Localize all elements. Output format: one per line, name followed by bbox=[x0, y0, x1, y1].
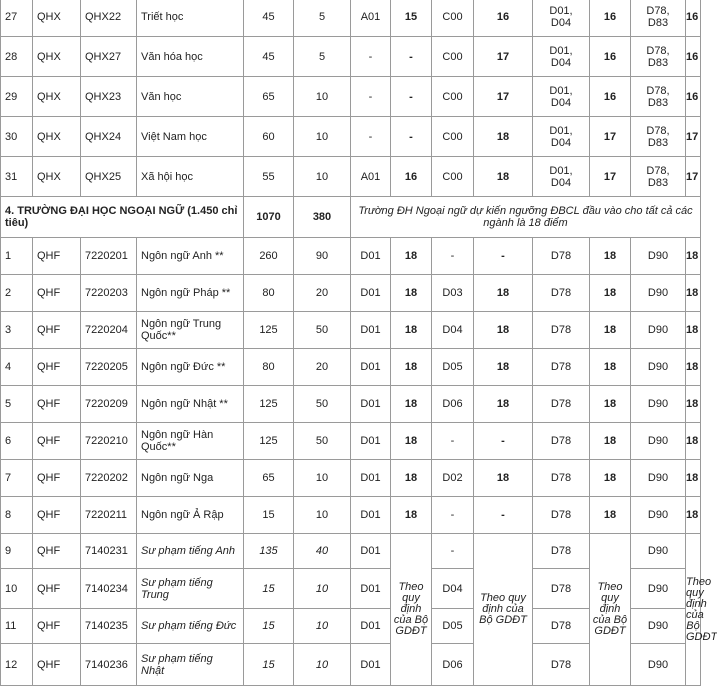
cell-stt: 31 bbox=[1, 157, 33, 197]
cell-combo-1: D01 bbox=[351, 275, 391, 312]
cell-major: Việt Nam học bbox=[137, 117, 244, 157]
cell-quota-2: 10 bbox=[294, 77, 351, 117]
table-row bbox=[1, 0, 701, 37]
cell-combo-3: D78 bbox=[533, 423, 590, 460]
cell-combo-3: D01, D04 bbox=[533, 77, 590, 117]
cell-score-3: 18 bbox=[590, 312, 631, 349]
cell-combo-2: C00 bbox=[432, 157, 474, 197]
cell-score-1: 18 bbox=[391, 238, 432, 275]
cell-combo-3: D01, D04 bbox=[533, 37, 590, 77]
cell-quota-2: 10 bbox=[294, 609, 351, 644]
cell-major: Ngôn ngữ Hàn Quốc** bbox=[137, 423, 244, 460]
cell-score-1: 18 bbox=[391, 497, 432, 534]
cell-score-4: 18 bbox=[686, 386, 701, 423]
cell-combo-4: D78, D83 bbox=[631, 117, 686, 157]
cell-stt: 30 bbox=[1, 117, 33, 157]
cell-combo-4: D90 bbox=[631, 569, 686, 609]
cell-score-1: 18 bbox=[391, 386, 432, 423]
cell-quota-1: 80 bbox=[244, 349, 294, 386]
cell-code: 7220205 bbox=[81, 349, 137, 386]
cell-score-3: 18 bbox=[590, 275, 631, 312]
cell-quota-1: 125 bbox=[244, 312, 294, 349]
cell-combo-3: D01, D04 bbox=[533, 117, 590, 157]
cell-code: QHX27 bbox=[81, 37, 137, 77]
cell-code: 7220202 bbox=[81, 460, 137, 497]
cell-stt: 10 bbox=[1, 569, 33, 609]
cell-school: QHF bbox=[33, 644, 81, 686]
cell-major: Ngôn ngữ Pháp ** bbox=[137, 275, 244, 312]
cell-stt: 4 bbox=[1, 349, 33, 386]
cell-combo-2: D04 bbox=[432, 569, 474, 609]
cell-code: QHX24 bbox=[81, 117, 137, 157]
cell-school: QHF bbox=[33, 275, 81, 312]
cell-major: Ngôn ngữ Trung Quốc** bbox=[137, 312, 244, 349]
cell-quota-1: 65 bbox=[244, 460, 294, 497]
cell-quota-1: 45 bbox=[244, 37, 294, 77]
cell-score-1: - bbox=[391, 77, 432, 117]
cell-quota-2: 10 bbox=[294, 460, 351, 497]
cell-quota-2: 10 bbox=[294, 644, 351, 686]
cell-combo-1: - bbox=[351, 117, 391, 157]
cell-score-2: - bbox=[474, 238, 533, 275]
cell-code: 7220210 bbox=[81, 423, 137, 460]
cell-score-2: 18 bbox=[474, 157, 533, 197]
cell-quota-2: 20 bbox=[294, 275, 351, 312]
cell-combo-1: D01 bbox=[351, 644, 391, 686]
cell-school: QHF bbox=[33, 349, 81, 386]
cell-combo-3: D01, D04 bbox=[533, 157, 590, 197]
cell-score-4: 18 bbox=[686, 238, 701, 275]
theo-cell-4: Theo quy định của Bộ GDĐT bbox=[686, 534, 701, 686]
cell-score-3: 18 bbox=[590, 423, 631, 460]
cell-stt: 9 bbox=[1, 534, 33, 569]
cell-combo-1: - bbox=[351, 37, 391, 77]
cell-combo-4: D90 bbox=[631, 460, 686, 497]
cell-code: 7220209 bbox=[81, 386, 137, 423]
table-row bbox=[1, 157, 701, 197]
cell-stt: 12 bbox=[1, 644, 33, 686]
cell-score-4: 18 bbox=[686, 349, 701, 386]
cell-combo-3: D78 bbox=[533, 644, 590, 686]
cell-school: QHX bbox=[33, 157, 81, 197]
cell-major: Sư phạm tiếng Nhật bbox=[137, 644, 244, 686]
cell-combo-1: D01 bbox=[351, 497, 391, 534]
cell-combo-1: A01 bbox=[351, 157, 391, 197]
cell-quota-1: 55 bbox=[244, 157, 294, 197]
cell-quota-2: 40 bbox=[294, 534, 351, 569]
cell-score-1: 16 bbox=[391, 157, 432, 197]
cell-score-2: 16 bbox=[474, 0, 533, 37]
cell-score-3: 16 bbox=[590, 37, 631, 77]
cell-quota-2: 90 bbox=[294, 238, 351, 275]
cell-quota-2: 50 bbox=[294, 312, 351, 349]
cell-code: 7220203 bbox=[81, 275, 137, 312]
cell-score-1: 18 bbox=[391, 312, 432, 349]
cell-quota-1: 15 bbox=[244, 497, 294, 534]
cell-score-2: 18 bbox=[474, 386, 533, 423]
cell-quota-2: 10 bbox=[294, 497, 351, 534]
cell-combo-4: D90 bbox=[631, 609, 686, 644]
cell-quota-2: 50 bbox=[294, 423, 351, 460]
cell-quota-1: 125 bbox=[244, 386, 294, 423]
cell-code: 7140236 bbox=[81, 644, 137, 686]
cell-score-3: 17 bbox=[590, 117, 631, 157]
cell-combo-1: D01 bbox=[351, 238, 391, 275]
cell-quota-1: 80 bbox=[244, 275, 294, 312]
cell-school: QHF bbox=[33, 460, 81, 497]
cell-combo-1: D01 bbox=[351, 534, 391, 569]
cell-score-4: 17 bbox=[686, 157, 701, 197]
cell-combo-4: D78, D83 bbox=[631, 0, 686, 37]
cell-school: QHF bbox=[33, 423, 81, 460]
cell-score-4: 17 bbox=[686, 117, 701, 157]
cell-school: QHF bbox=[33, 238, 81, 275]
cell-code: 7220201 bbox=[81, 238, 137, 275]
cell-stt: 29 bbox=[1, 77, 33, 117]
cell-combo-3: D78 bbox=[533, 275, 590, 312]
cell-quota-1: 45 bbox=[244, 0, 294, 37]
cell-score-1: 18 bbox=[391, 275, 432, 312]
cell-school: QHF bbox=[33, 534, 81, 569]
cell-combo-2: - bbox=[432, 423, 474, 460]
table-body bbox=[1, 0, 717, 686]
cell-score-3: 18 bbox=[590, 497, 631, 534]
cell-combo-4: D90 bbox=[631, 386, 686, 423]
cell-combo-3: D78 bbox=[533, 460, 590, 497]
cell-score-4: 18 bbox=[686, 423, 701, 460]
cell-school: QHF bbox=[33, 312, 81, 349]
cell-combo-4: D90 bbox=[631, 238, 686, 275]
cell-score-3: 18 bbox=[590, 386, 631, 423]
cell-score-2: 18 bbox=[474, 349, 533, 386]
cell-major: Triết học bbox=[137, 0, 244, 37]
cell-stt: 3 bbox=[1, 312, 33, 349]
cell-school: QHF bbox=[33, 609, 81, 644]
cell-major: Ngôn ngữ Nhật ** bbox=[137, 386, 244, 423]
cell-combo-2: D05 bbox=[432, 609, 474, 644]
cell-stt: 2 bbox=[1, 275, 33, 312]
cell-combo-2: - bbox=[432, 497, 474, 534]
cell-combo-3: D78 bbox=[533, 349, 590, 386]
cell-score-4: 16 bbox=[686, 77, 701, 117]
cell-score-4: 18 bbox=[686, 497, 701, 534]
cell-school: QHX bbox=[33, 37, 81, 77]
cell-score-2: 18 bbox=[474, 460, 533, 497]
section-quota-1: 1070 bbox=[244, 197, 294, 238]
cell-combo-2: D04 bbox=[432, 312, 474, 349]
table-row bbox=[1, 534, 701, 569]
cell-code: 7140231 bbox=[81, 534, 137, 569]
table-row bbox=[1, 238, 701, 275]
cell-combo-4: D90 bbox=[631, 644, 686, 686]
cell-combo-1: D01 bbox=[351, 349, 391, 386]
cell-combo-2: C00 bbox=[432, 37, 474, 77]
cell-code: 7140235 bbox=[81, 609, 137, 644]
cell-combo-2: D06 bbox=[432, 386, 474, 423]
table-row bbox=[1, 77, 701, 117]
cell-quota-2: 10 bbox=[294, 157, 351, 197]
cell-combo-3: D01, D04 bbox=[533, 0, 590, 37]
cell-major: Văn hóa học bbox=[137, 37, 244, 77]
section-quota-2: 380 bbox=[294, 197, 351, 238]
cell-quota-1: 15 bbox=[244, 644, 294, 686]
cell-score-1: 18 bbox=[391, 423, 432, 460]
theo-cell-3: Theo quy định của Bộ GDĐT bbox=[590, 534, 631, 686]
cell-code: 7220211 bbox=[81, 497, 137, 534]
cell-score-2: 17 bbox=[474, 77, 533, 117]
cell-score-1: 15 bbox=[391, 0, 432, 37]
cell-combo-4: D90 bbox=[631, 275, 686, 312]
cell-score-3: 18 bbox=[590, 238, 631, 275]
cell-stt: 5 bbox=[1, 386, 33, 423]
cell-code: QHX23 bbox=[81, 77, 137, 117]
cell-combo-3: D78 bbox=[533, 609, 590, 644]
cell-combo-3: D78 bbox=[533, 569, 590, 609]
cell-combo-2: C00 bbox=[432, 77, 474, 117]
cell-major: Văn học bbox=[137, 77, 244, 117]
table-row bbox=[1, 312, 701, 349]
table-row bbox=[1, 497, 701, 534]
cell-major: Sư phạm tiếng Anh bbox=[137, 534, 244, 569]
cell-combo-4: D90 bbox=[631, 312, 686, 349]
cell-score-3: 18 bbox=[590, 460, 631, 497]
cell-quota-2: 5 bbox=[294, 0, 351, 37]
cell-combo-4: D78, D83 bbox=[631, 77, 686, 117]
theo-cell-2: Theo quy định của Bộ GDĐT bbox=[474, 534, 533, 686]
cell-combo-2: D06 bbox=[432, 644, 474, 686]
cell-score-2: 18 bbox=[474, 117, 533, 157]
cell-score-1: 18 bbox=[391, 460, 432, 497]
table-row bbox=[1, 117, 701, 157]
cell-stt: 1 bbox=[1, 238, 33, 275]
cell-combo-1: D01 bbox=[351, 569, 391, 609]
cell-code: 7220204 bbox=[81, 312, 137, 349]
cell-score-2: - bbox=[474, 423, 533, 460]
cell-stt: 11 bbox=[1, 609, 33, 644]
cell-combo-2: D02 bbox=[432, 460, 474, 497]
cell-school: QHF bbox=[33, 497, 81, 534]
table-row bbox=[1, 386, 701, 423]
cell-combo-2: - bbox=[432, 534, 474, 569]
cell-combo-1: D01 bbox=[351, 609, 391, 644]
cell-combo-1: D01 bbox=[351, 460, 391, 497]
cell-quota-1: 60 bbox=[244, 117, 294, 157]
cell-score-4: 16 bbox=[686, 37, 701, 77]
cell-score-3: 17 bbox=[590, 157, 631, 197]
cell-quota-1: 125 bbox=[244, 423, 294, 460]
cell-combo-1: D01 bbox=[351, 386, 391, 423]
cell-major: Ngôn ngữ Đức ** bbox=[137, 349, 244, 386]
section-note: Trường ĐH Ngoại ngữ dự kiến ngưỡng ĐBCL đầu vào cho tất cả các ngành là 18 điểm bbox=[351, 197, 701, 238]
cell-score-2: 18 bbox=[474, 275, 533, 312]
table-row bbox=[1, 349, 701, 386]
cell-school: QHF bbox=[33, 569, 81, 609]
cell-combo-2: C00 bbox=[432, 0, 474, 37]
cell-combo-4: D78, D83 bbox=[631, 37, 686, 77]
cell-combo-4: D90 bbox=[631, 534, 686, 569]
cell-combo-4: D90 bbox=[631, 423, 686, 460]
cell-combo-3: D78 bbox=[533, 534, 590, 569]
cell-stt: 8 bbox=[1, 497, 33, 534]
cell-combo-1: - bbox=[351, 77, 391, 117]
cell-score-3: 16 bbox=[590, 77, 631, 117]
cell-combo-3: D78 bbox=[533, 386, 590, 423]
cell-combo-2: - bbox=[432, 238, 474, 275]
cell-combo-1: D01 bbox=[351, 423, 391, 460]
cell-combo-2: C00 bbox=[432, 117, 474, 157]
cell-combo-4: D90 bbox=[631, 349, 686, 386]
cell-code: QHX25 bbox=[81, 157, 137, 197]
section-title: 4. TRƯỜNG ĐẠI HỌC NGOẠI NGỮ (1.450 chỉ tiêu) bbox=[1, 197, 244, 238]
cell-combo-1: A01 bbox=[351, 0, 391, 37]
cell-major: Ngôn ngữ Nga bbox=[137, 460, 244, 497]
table-row bbox=[1, 460, 701, 497]
cell-quota-1: 260 bbox=[244, 238, 294, 275]
cell-quota-2: 20 bbox=[294, 349, 351, 386]
cell-score-3: 18 bbox=[590, 349, 631, 386]
cell-major: Ngôn ngữ Anh ** bbox=[137, 238, 244, 275]
cell-combo-3: D78 bbox=[533, 238, 590, 275]
cell-score-4: 18 bbox=[686, 312, 701, 349]
cell-quota-1: 15 bbox=[244, 569, 294, 609]
cell-school: QHX bbox=[33, 117, 81, 157]
cell-combo-4: D90 bbox=[631, 497, 686, 534]
table-row bbox=[1, 37, 701, 77]
cell-code: QHX22 bbox=[81, 0, 137, 37]
cell-combo-3: D78 bbox=[533, 312, 590, 349]
cell-score-2: 18 bbox=[474, 312, 533, 349]
cell-major: Xã hội học bbox=[137, 157, 244, 197]
section-header-row bbox=[1, 197, 701, 238]
cell-major: Sư phạm tiếng Trung bbox=[137, 569, 244, 609]
cell-score-1: 18 bbox=[391, 349, 432, 386]
cell-quota-1: 15 bbox=[244, 609, 294, 644]
cell-school: QHF bbox=[33, 386, 81, 423]
table-row bbox=[1, 423, 701, 460]
cell-quota-1: 65 bbox=[244, 77, 294, 117]
cell-stt: 28 bbox=[1, 37, 33, 77]
table-row bbox=[1, 275, 701, 312]
cell-code: 7140234 bbox=[81, 569, 137, 609]
cell-score-4: 18 bbox=[686, 460, 701, 497]
cell-score-1: - bbox=[391, 37, 432, 77]
cell-quota-2: 10 bbox=[294, 569, 351, 609]
cell-major: Ngôn ngữ Ả Rập bbox=[137, 497, 244, 534]
cell-stt: 6 bbox=[1, 423, 33, 460]
cell-stt: 7 bbox=[1, 460, 33, 497]
cell-major: Sư phạm tiếng Đức bbox=[137, 609, 244, 644]
cell-school: QHX bbox=[33, 0, 81, 37]
cell-combo-3: D78 bbox=[533, 497, 590, 534]
cell-combo-4: D78, D83 bbox=[631, 157, 686, 197]
cell-stt: 27 bbox=[1, 0, 33, 37]
cell-score-3: 16 bbox=[590, 0, 631, 37]
cell-score-2: 17 bbox=[474, 37, 533, 77]
cell-school: QHX bbox=[33, 77, 81, 117]
cell-quota-2: 5 bbox=[294, 37, 351, 77]
cell-combo-2: D05 bbox=[432, 349, 474, 386]
cell-quota-2: 10 bbox=[294, 117, 351, 157]
cell-combo-1: D01 bbox=[351, 312, 391, 349]
cell-quota-2: 50 bbox=[294, 386, 351, 423]
cell-score-4: 16 bbox=[686, 0, 701, 37]
cell-combo-2: D03 bbox=[432, 275, 474, 312]
cell-score-2: - bbox=[474, 497, 533, 534]
theo-cell-1: Theo quy định của Bộ GDĐT bbox=[391, 534, 432, 686]
cell-score-4: 18 bbox=[686, 275, 701, 312]
cell-quota-1: 135 bbox=[244, 534, 294, 569]
cell-score-1: - bbox=[391, 117, 432, 157]
